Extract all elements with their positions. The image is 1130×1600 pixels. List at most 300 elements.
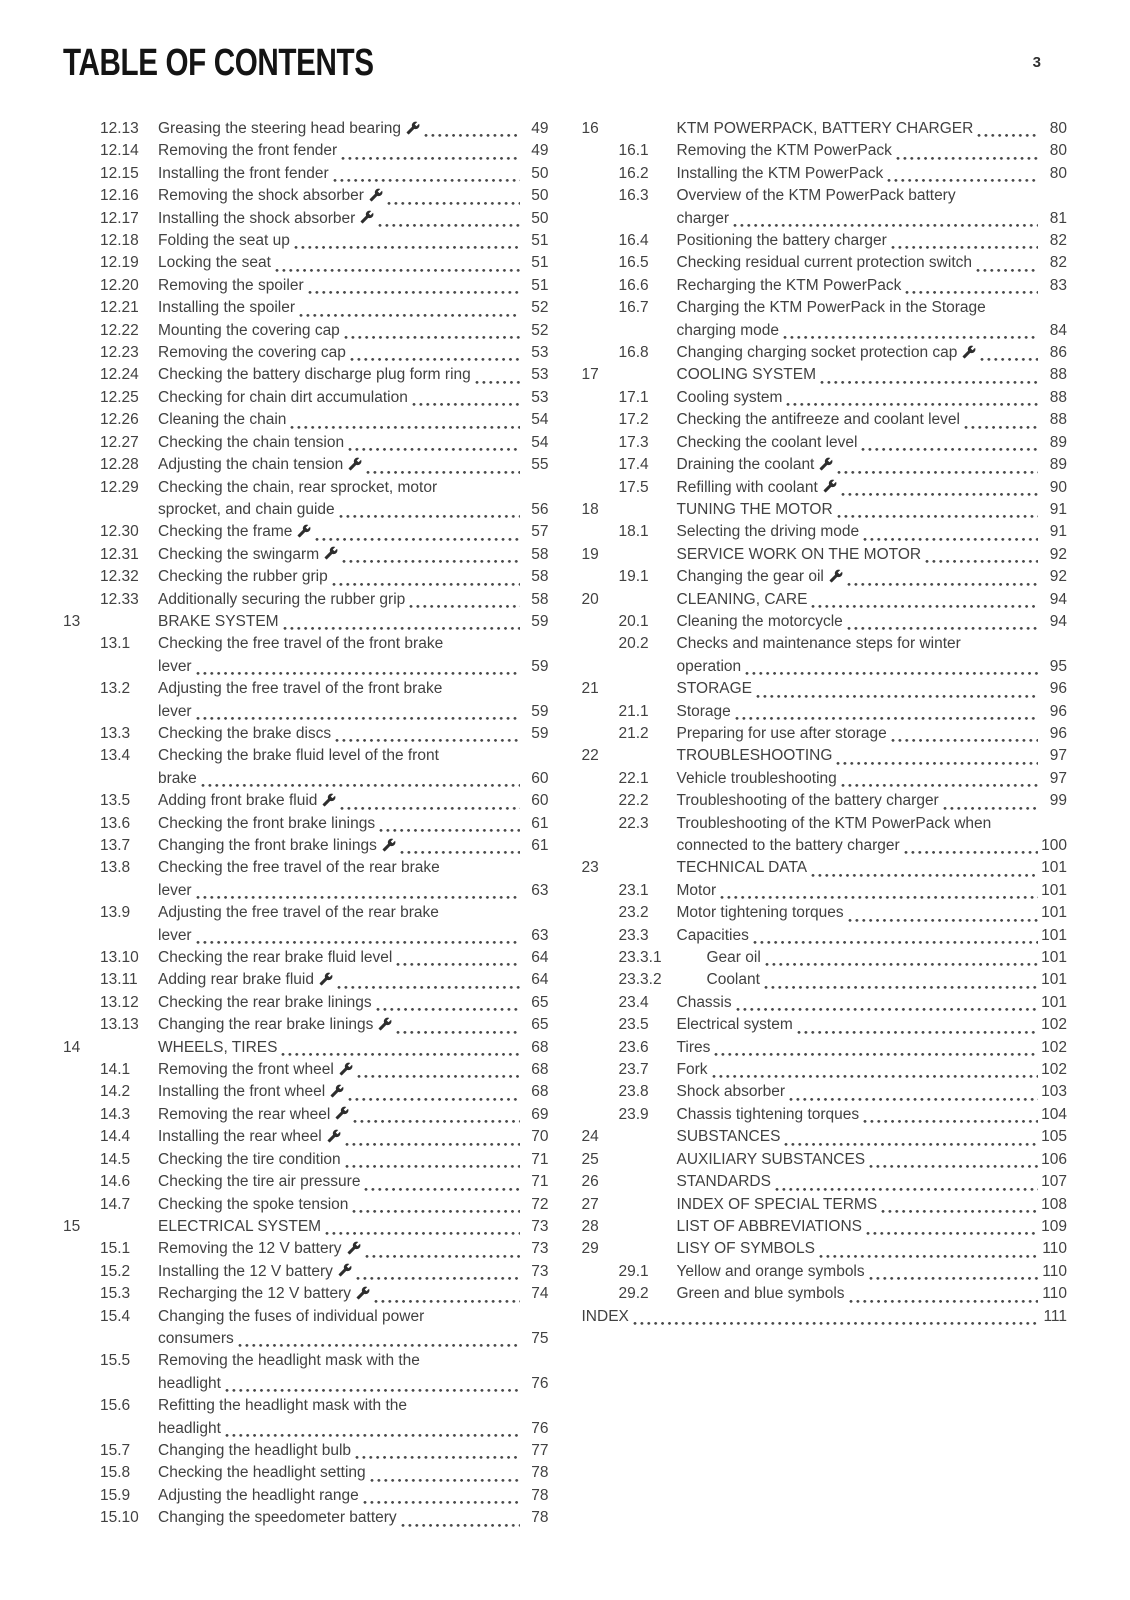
toc-entry[interactable] (582, 678, 1068, 700)
dotted-leader (356, 1275, 520, 1281)
toc-entry-number: 13.6 (100, 814, 131, 832)
wrench-icon (347, 1241, 361, 1255)
toc-entry-page: 96 (1049, 724, 1067, 742)
toc-entry[interactable] (582, 745, 1068, 767)
toc-entry-page: 101 (1041, 949, 1067, 967)
toc-entry[interactable] (63, 813, 549, 835)
toc-entry[interactable] (582, 768, 1068, 790)
toc-entry-page: 59 (531, 702, 549, 720)
toc-entry[interactable] (582, 723, 1068, 745)
dotted-leader (409, 603, 519, 609)
toc-entry-body (158, 1081, 549, 1103)
toc-entry-body (158, 544, 549, 566)
wrench-icon (829, 569, 843, 583)
toc-entry-title: Recharging the 12 V battery (158, 1283, 370, 1305)
toc-entry-title: Checking the tire air pressure (158, 1173, 361, 1191)
dotted-leader (735, 715, 1038, 721)
toc-entry-title: sprocket, and chain guide (158, 500, 335, 518)
dotted-leader (786, 401, 1038, 407)
toc-entry-number: 13.2 (100, 680, 131, 698)
toc-entry-number: 13.9 (100, 904, 131, 922)
dotted-leader (348, 1096, 519, 1102)
toc-entry[interactable] (63, 566, 549, 588)
toc-entry-title: Adding front brake fluid (158, 790, 336, 812)
toc-entry[interactable] (582, 544, 1068, 566)
toc-entry[interactable] (63, 1238, 549, 1260)
toc-entry[interactable] (63, 745, 549, 790)
toc-entry[interactable] (63, 477, 549, 522)
toc-entry[interactable] (63, 1081, 549, 1103)
toc-entry-title: Checking residual current protection switch (676, 254, 972, 272)
toc-entry-number: 12.30 (100, 523, 139, 541)
toc-entry-page: 53 (531, 344, 549, 362)
toc-entry-page: 59 (531, 612, 549, 630)
toc-entry[interactable] (582, 969, 1068, 991)
toc-entry[interactable] (63, 297, 549, 319)
toc-entry-body (677, 768, 1068, 790)
toc-entry-body (158, 1238, 549, 1260)
toc-entry[interactable] (582, 611, 1068, 633)
toc-entry-number: 21.1 (618, 702, 649, 720)
toc-entry[interactable] (63, 320, 549, 342)
toc-entry[interactable] (63, 275, 549, 297)
toc-entry-title: Coolant (706, 971, 760, 989)
toc-entry[interactable] (582, 230, 1068, 252)
toc-entry-number: 23.3.2 (618, 971, 662, 989)
toc-entry-page: 50 (531, 209, 549, 227)
toc-entry-number: 17.2 (618, 411, 649, 429)
toc-entry-number: 12.18 (100, 232, 139, 250)
toc-entry-title: Removing the 12 V battery (158, 1238, 361, 1260)
toc-entry-page: 59 (531, 724, 549, 742)
dotted-leader (315, 536, 519, 542)
toc-entry[interactable] (582, 1238, 1068, 1260)
toc-entry-number: 12.22 (100, 321, 139, 339)
toc-entry-title: Checking the coolant level (676, 433, 858, 451)
toc-entry-body (158, 857, 549, 902)
toc-entry-title: Vehicle troubleshooting (676, 769, 837, 787)
toc-entry[interactable] (63, 521, 549, 543)
toc-entry-body (677, 230, 1068, 252)
toc-entry-lastline (158, 140, 549, 162)
toc-entry[interactable] (63, 723, 549, 745)
toc-entry[interactable] (582, 902, 1068, 924)
toc-entry-page: 94 (1049, 590, 1067, 608)
toc-entry-page: 64 (531, 971, 549, 989)
toc-entry-page: 107 (1041, 1173, 1067, 1191)
toc-entry-lastline (158, 1126, 549, 1148)
toc-entry-lastline (158, 1014, 549, 1036)
toc-entry-number: 16.7 (618, 299, 649, 317)
wrench-icon (339, 1062, 353, 1076)
toc-entry-body (677, 745, 1068, 767)
toc-entry[interactable] (582, 701, 1068, 723)
toc-entry-number: 26 (581, 1173, 599, 1191)
toc-entry-title: SERVICE WORK ON THE MOTOR (676, 545, 922, 563)
toc-entry[interactable] (582, 1126, 1068, 1148)
toc-entry-page: 100 (1041, 837, 1067, 854)
toc-entry-page: 65 (531, 993, 549, 1011)
toc-entry[interactable] (582, 364, 1068, 386)
wrench-icon (319, 972, 333, 986)
toc-entry-lastline (158, 320, 549, 342)
toc-entry-lastline (158, 947, 549, 969)
toc-entry-body (158, 611, 549, 633)
toc-entry-lastline (158, 701, 549, 723)
toc-entry[interactable] (63, 1350, 549, 1395)
toc-entry-lastline (677, 701, 1068, 723)
toc-entry-number: 23.4 (618, 993, 649, 1011)
toc-entry[interactable] (582, 589, 1068, 611)
toc-entry-title: Refilling with coolant (677, 477, 837, 499)
toc-entry-page: 89 (1049, 456, 1067, 474)
toc-entry-number: 23.2 (618, 904, 649, 922)
toc-entry-text: Charging the KTM PowerPack in the Storage (676, 299, 986, 317)
toc-entry-lastline (158, 432, 549, 454)
dotted-leader (332, 581, 520, 587)
toc-entry-body (677, 364, 1068, 386)
toc-entry-page: 88 (1049, 366, 1067, 384)
toc-entry-number: 23.3.1 (618, 949, 662, 967)
toc-entry-body (677, 1238, 1068, 1260)
toc-entry-number: 29.2 (618, 1285, 649, 1303)
toc-entry-body (677, 902, 1068, 924)
toc-entry[interactable] (63, 1485, 549, 1507)
toc-entry-lastline (158, 1149, 549, 1171)
toc-entry[interactable] (582, 163, 1068, 185)
toc-entry-number: 13.11 (100, 971, 138, 989)
toc-entry[interactable] (63, 454, 549, 476)
toc-entry[interactable] (582, 1081, 1068, 1103)
toc-entry[interactable] (582, 275, 1068, 297)
dotted-leader (891, 737, 1038, 743)
dotted-leader (299, 312, 520, 318)
wrench-icon (327, 1129, 341, 1143)
toc-entry-title: Adjusting the chain tension (158, 454, 362, 476)
toc-entry[interactable] (63, 1126, 549, 1148)
toc-entry-page: 80 (1049, 164, 1067, 182)
toc-entry[interactable] (582, 1037, 1068, 1059)
toc-entry[interactable] (582, 454, 1068, 476)
toc-entry[interactable] (63, 1462, 549, 1484)
toc-entry-title: Checking the spoke tension (158, 1195, 349, 1213)
toc-entry[interactable] (582, 387, 1068, 409)
toc-entry-lastline (677, 723, 1068, 745)
toc-entry-number: 20.1 (618, 612, 649, 630)
toc-entry-body (677, 589, 1068, 611)
toc-entry[interactable] (582, 1261, 1068, 1283)
toc-entry[interactable] (63, 1014, 549, 1036)
toc-entry-title: Removing the covering cap (158, 344, 346, 362)
toc-entry-number: 15.6 (100, 1397, 131, 1415)
toc-entry[interactable] (63, 969, 549, 991)
toc-entry[interactable] (582, 992, 1068, 1014)
toc-entry-title: SUBSTANCES (676, 1128, 781, 1146)
toc-entry[interactable] (582, 1306, 1068, 1328)
toc-entry[interactable] (582, 566, 1068, 588)
toc-entry-number: 13.5 (100, 792, 131, 810)
toc-entry-text: Checking the free travel of the rear brake (158, 859, 440, 877)
toc-entry-body (158, 432, 549, 454)
toc-entry[interactable] (582, 252, 1068, 274)
toc-entry-number: 23.9 (618, 1105, 649, 1123)
toc-entry[interactable] (63, 790, 549, 812)
toc-entry[interactable] (582, 342, 1068, 364)
toc-entry-body (677, 432, 1068, 454)
toc-entry[interactable] (582, 857, 1068, 879)
toc-entry[interactable] (63, 1283, 549, 1305)
toc-entry[interactable] (63, 252, 549, 274)
toc-entry-text: Adjusting the free travel of the rear brake (158, 904, 439, 922)
toc-entry[interactable] (63, 1306, 549, 1351)
toc-entry-page: 102 (1041, 1016, 1067, 1034)
dotted-leader (836, 760, 1038, 766)
toc-entry[interactable] (63, 1507, 549, 1529)
toc-entry-title: CLEANING, CARE (676, 590, 808, 608)
toc-entry-lastline (158, 544, 549, 566)
toc-entry-body (158, 364, 549, 386)
toc-entry-lastline (158, 387, 549, 409)
toc-entry[interactable] (582, 297, 1068, 342)
toc-entry-page: 53 (531, 388, 549, 406)
toc-entry-number: 27 (581, 1195, 599, 1213)
toc-entry-number: 14.7 (100, 1195, 131, 1213)
toc-entry-number: 21 (581, 680, 599, 698)
toc-entry[interactable] (63, 1261, 549, 1283)
toc-entry-body (677, 342, 1068, 364)
dotted-leader (387, 200, 520, 206)
toc-entry-number: 14.3 (100, 1105, 131, 1123)
toc-entry-lastline (158, 969, 549, 991)
toc-entry[interactable] (582, 925, 1068, 947)
toc-entry[interactable] (63, 1059, 549, 1081)
toc-entry-page: 92 (1049, 568, 1067, 586)
toc-entry-body (677, 163, 1068, 185)
toc-entry-lastline (158, 880, 549, 902)
toc-entry[interactable] (63, 208, 549, 230)
toc-entry[interactable] (582, 1149, 1068, 1171)
toc-entry-lastline (158, 611, 549, 633)
toc-entry-page: 82 (1049, 254, 1067, 272)
wrench-icon (823, 479, 837, 493)
toc-entry[interactable] (63, 185, 549, 207)
toc-entry[interactable] (582, 521, 1068, 543)
page-number: 3 (1032, 54, 1041, 71)
toc-entry[interactable] (582, 790, 1068, 812)
toc-entry-title: LIST OF ABBREVIATIONS (676, 1217, 862, 1235)
toc-entry-page: 54 (531, 411, 549, 429)
toc-entry[interactable] (63, 947, 549, 969)
toc-entry[interactable] (582, 1104, 1068, 1126)
toc-entry-page: 91 (1049, 500, 1067, 518)
toc-entry-title: Electrical system (676, 1016, 793, 1034)
toc-entry[interactable] (582, 118, 1068, 140)
toc-entry[interactable] (63, 163, 549, 185)
toc-entry-title: Storage (676, 702, 731, 720)
toc-entry[interactable] (63, 589, 549, 611)
toc-entry-lastline (158, 521, 549, 543)
wrench-icon (322, 793, 336, 807)
toc-entry-lastline (677, 1037, 1068, 1059)
toc-entry-number: 14.5 (100, 1150, 131, 1168)
toc-entry[interactable] (582, 1014, 1068, 1036)
toc-entry[interactable] (63, 118, 549, 140)
toc-entry-page: 53 (531, 366, 549, 384)
toc-entry-body (158, 1216, 549, 1238)
toc-entry-number: 25 (581, 1150, 599, 1168)
toc-entry-lastline (677, 902, 1068, 924)
toc-entry-page: 61 (531, 837, 549, 854)
toc-entry[interactable] (582, 1194, 1068, 1216)
dotted-leader (196, 939, 520, 945)
toc-entry[interactable] (63, 432, 549, 454)
dotted-leader (355, 1454, 519, 1460)
toc-entry[interactable] (63, 1194, 549, 1216)
toc-entry[interactable] (63, 678, 549, 723)
toc-entry-title: Checking the rear brake linings (158, 993, 372, 1011)
toc-entry-title: Installing the rear wheel (158, 1126, 341, 1148)
toc-entry-body (677, 118, 1068, 140)
dotted-leader (753, 939, 1038, 945)
toc-entry-page: 51 (531, 232, 549, 250)
toc-entry-page: 105 (1041, 1128, 1067, 1146)
dotted-leader (756, 693, 1038, 699)
toc-entry-body (158, 745, 549, 790)
toc-entry-body (158, 252, 549, 274)
toc-entry[interactable] (582, 409, 1068, 431)
dotted-leader (353, 1118, 519, 1124)
toc-entry[interactable] (63, 364, 549, 386)
toc-entry-page: 59 (531, 657, 549, 675)
toc-entry-lastline (677, 1238, 1068, 1260)
toc-entry-page: 110 (1042, 1262, 1067, 1280)
toc-entry[interactable] (582, 477, 1068, 499)
toc-entry-body (677, 723, 1068, 745)
toc-entry[interactable] (63, 1171, 549, 1193)
toc-entry-body (677, 275, 1068, 297)
toc-entry-page: 80 (1049, 142, 1067, 160)
toc-entry-page: 102 (1041, 1038, 1067, 1056)
dotted-leader (712, 1073, 1039, 1079)
toc-entry[interactable] (582, 1216, 1068, 1238)
toc-entry[interactable] (63, 387, 549, 409)
toc-entry-number: 16.2 (618, 164, 649, 182)
toc-entry-number: 17.1 (618, 388, 649, 406)
toc-entry-lastline (677, 499, 1068, 521)
toc-entry[interactable] (63, 140, 549, 162)
toc-entry-lastline (677, 992, 1068, 1014)
toc-entry-title: AUXILIARY SUBSTANCES (676, 1150, 866, 1168)
toc-entry-number: 15.10 (100, 1509, 139, 1527)
dotted-leader (820, 379, 1038, 385)
toc-entry[interactable] (63, 409, 549, 431)
toc-entry-body (677, 1126, 1068, 1148)
toc-entry[interactable] (582, 947, 1068, 969)
toc-entry-lastline (158, 992, 549, 1014)
toc-entry[interactable] (582, 1283, 1068, 1305)
dotted-leader (863, 1118, 1038, 1124)
toc-entry[interactable] (63, 1440, 549, 1462)
toc-entry[interactable] (63, 1037, 549, 1059)
toc-entry[interactable] (582, 1171, 1068, 1193)
toc-entry-number: 23 (581, 859, 599, 877)
toc-entry-lastline (677, 140, 1068, 162)
toc-entry[interactable] (582, 499, 1068, 521)
toc-entry[interactable] (63, 230, 549, 252)
toc-entry-page: 88 (1049, 411, 1067, 429)
toc-entry[interactable] (63, 611, 549, 633)
dotted-leader (964, 424, 1038, 430)
toc-entry-lastline (677, 208, 1068, 230)
dotted-leader (196, 894, 520, 900)
toc-entry-body (158, 947, 549, 969)
toc-entry-page: 108 (1041, 1195, 1067, 1213)
toc-entry[interactable] (63, 544, 549, 566)
toc-entry[interactable] (63, 633, 549, 678)
toc-entry[interactable] (63, 992, 549, 1014)
wrench-icon (348, 457, 362, 471)
wrench-icon (324, 546, 338, 560)
toc-entry[interactable] (63, 342, 549, 364)
toc-entry-lastline (158, 1238, 549, 1260)
toc-entry[interactable] (582, 1059, 1068, 1081)
toc-entry-page: 88 (1049, 388, 1067, 406)
toc-entry-title: Changing the front brake linings (158, 835, 396, 857)
toc-entry-page: 63 (531, 926, 549, 944)
toc-entry-title: Tires (676, 1038, 711, 1056)
toc-entry-lastline (677, 1149, 1068, 1171)
dotted-leader (308, 289, 520, 295)
toc-entry-title: lever (158, 881, 192, 899)
dotted-leader (980, 356, 1038, 362)
toc-entry-title: Folding the seat up (158, 232, 290, 250)
toc-entry-lastline (707, 947, 1068, 969)
toc-entry-lastline (158, 1507, 549, 1529)
toc-entry[interactable] (582, 432, 1068, 454)
toc-entry-lastline (158, 925, 549, 947)
toc-entry[interactable] (582, 633, 1068, 678)
toc-entry[interactable] (63, 835, 549, 857)
dotted-leader (976, 267, 1038, 273)
toc-entry-text: Adjusting the free travel of the front brake (158, 680, 443, 698)
toc-entry-body (158, 1126, 549, 1148)
dotted-leader (869, 1163, 1038, 1169)
toc-entry[interactable] (63, 1395, 549, 1440)
toc-entry[interactable] (582, 813, 1068, 858)
toc-entry-number: 12.32 (100, 568, 139, 586)
toc-entry[interactable] (63, 1104, 549, 1126)
toc-entry-title: Installing the front wheel (158, 1081, 344, 1103)
dotted-leader (341, 155, 519, 161)
toc-entry-body (158, 230, 549, 252)
toc-entry[interactable] (582, 880, 1068, 902)
toc-entry-number: 14.4 (100, 1128, 131, 1146)
toc-entry-number: 28 (581, 1217, 599, 1235)
toc-entry-lastline (158, 1440, 549, 1462)
toc-entry-number: 16.1 (618, 142, 649, 160)
toc-entry[interactable] (582, 140, 1068, 162)
toc-entry[interactable] (63, 1216, 549, 1238)
toc-entry-title: Removing the front wheel (158, 1059, 353, 1081)
dotted-leader (811, 603, 1038, 609)
toc-entry[interactable] (63, 857, 549, 902)
toc-entry[interactable] (63, 1149, 549, 1171)
toc-entry[interactable] (582, 185, 1068, 230)
toc-entry-page: 77 (531, 1441, 549, 1459)
toc-entry-number: 12.24 (100, 366, 139, 384)
toc-entry[interactable] (63, 902, 549, 947)
toc-entry-number: 15.3 (100, 1285, 131, 1303)
